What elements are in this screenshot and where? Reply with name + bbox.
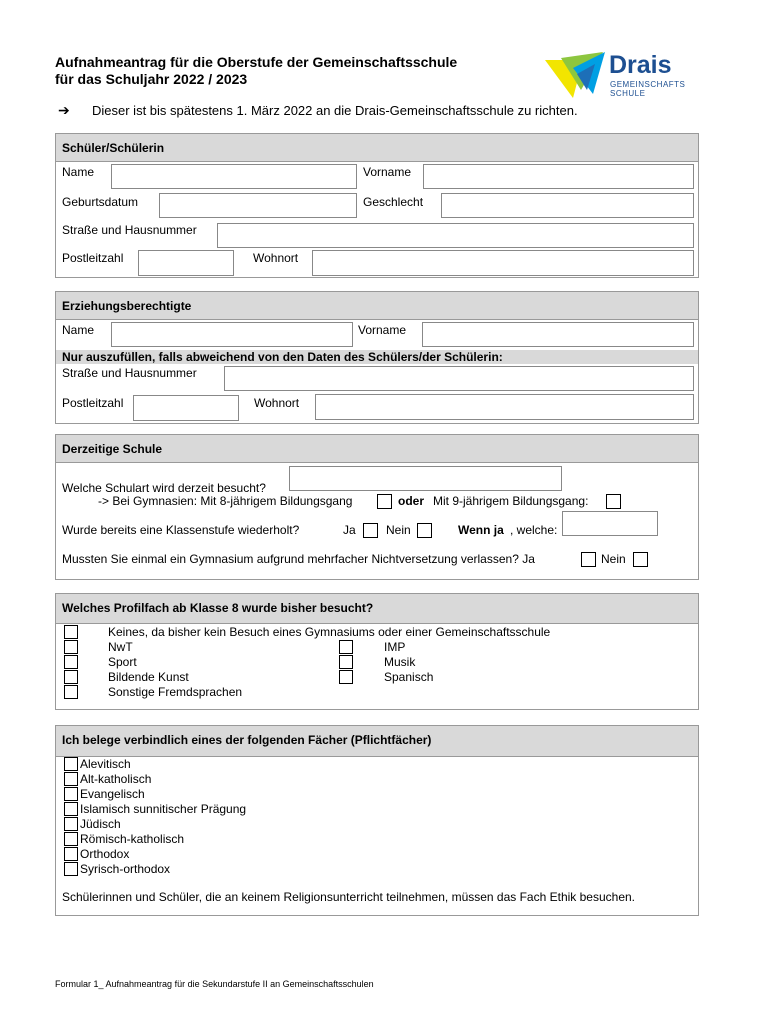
student-plz-label: Postleitzahl [62,251,124,265]
religion-heading: Ich belege verbindlich eines der folgenden Fächer (Pflichtfächer) [62,733,432,747]
schulart-question: Welche Schulart wird derzeit besucht? [62,481,266,495]
arrow-icon: ➔ [58,102,70,118]
verlassen-ja-checkbox[interactable] [581,552,596,567]
verlassen-nein-checkbox[interactable] [633,552,648,567]
religion-option: Alt-katholisch [80,772,152,786]
religion-checkbox[interactable] [64,802,78,816]
profilfach-section [55,593,699,710]
wenn-ja-label: Wenn ja [458,523,504,537]
profil-keines-checkbox[interactable] [64,625,78,639]
drais-logo [543,50,703,100]
wiederholt-ja-label: Ja [343,523,356,537]
guardian-name-input[interactable] [111,322,353,347]
form-title-line2: für das Schuljahr 2022 / 2023 [55,71,248,87]
profil-musik-label: Musik [384,655,416,669]
verlassen-nein-label: Nein [601,552,626,566]
current-school-section [55,434,699,580]
student-section [55,133,699,278]
student-heading: Schüler/Schülerin [62,141,165,155]
logo-sub2: SCHULE [610,89,646,98]
profil-spanisch-label: Spanisch [384,670,434,684]
guardian-vorname-input[interactable] [422,322,694,347]
wiederholt-ja-checkbox[interactable] [363,523,378,538]
student-geburtsdatum-label: Geburtsdatum [62,195,139,209]
guardian-wohnort-label: Wohnort [254,396,300,410]
student-geschlecht-label: Geschlecht [363,195,424,209]
gym-9-label: Mit 9-jährigem Bildungsgang: [433,494,589,508]
verlassen-question: Mussten Sie einmal ein Gymnasium aufgrund mehrfacher Nichtversetzung verlassen? Ja [62,552,535,566]
religion-header [56,726,698,757]
religion-option: Islamisch sunnitischer Prägung [80,802,247,816]
student-geburtsdatum-input[interactable] [159,193,357,218]
religion-option: Römisch-katholisch [80,832,185,846]
guardian-note: Nur auszufüllen, falls abweichend von den Daten des Schülers/der Schülerin: [62,350,503,364]
guardian-plz-input[interactable] [133,395,239,421]
profil-imp-label: IMP [384,640,406,654]
profil-nwt-checkbox[interactable] [64,640,78,654]
gym-8-checkbox[interactable] [377,494,392,509]
profil-imp-checkbox[interactable] [339,640,353,654]
guardian-vorname-label: Vorname [358,323,407,337]
student-strasse-label: Straße und Hausnummer [62,223,197,237]
religion-option: Alevitisch [80,757,131,771]
footer-text: Formular 1_ Aufnahmeantrag für die Sekundarstufe II an Gemeinschaftsschulen [55,979,374,989]
guardian-plz-label: Postleitzahl [62,396,124,410]
wiederholt-question: Wurde bereits eine Klassenstufe wiederholt? [62,523,300,537]
religion-option: Syrisch-orthodox [80,862,171,876]
wiederholt-welche-input[interactable] [562,511,658,536]
profil-sport-label: Sport [108,655,137,669]
wiederholt-nein-checkbox[interactable] [417,523,432,538]
guardian-heading: Erziehungsberechtigte [62,299,192,313]
student-name-label: Name [62,165,95,179]
form-title-line1: Aufnahmeantrag für die Oberstufe der Gemeinschaftsschule [55,54,458,70]
student-vorname-input[interactable] [423,164,694,189]
guardian-name-label: Name [62,323,95,337]
ethik-note: Schülerinnen und Schüler, die an keinem Religionsunterricht teilnehmen, müssen das Fach Ethik besuchen. [62,890,635,904]
gym-9-checkbox[interactable] [606,494,621,509]
student-name-input[interactable] [111,164,357,189]
profil-sport-checkbox[interactable] [64,655,78,669]
guardian-strasse-label: Straße und Hausnummer [62,366,197,380]
profil-nwt-label: NwT [108,640,133,654]
religion-checkbox[interactable] [64,787,78,801]
profil-spanisch-checkbox[interactable] [339,670,353,684]
school-header [56,435,698,463]
profil-keines-label: Keines, da bisher kein Besuch eines Gymnasiums oder einer Gemeinschaftsschule [108,625,551,639]
religion-checkbox[interactable] [64,757,78,771]
religion-checkbox[interactable] [64,772,78,786]
profil-kunst-label: Bildende Kunst [108,670,189,684]
gym-8-label: -> Bei Gymnasien: Mit 8-jährigem Bildungsgang [98,494,353,508]
profil-header [56,594,698,624]
religion-option: Orthodox [80,847,130,861]
profil-fremdsprachen-checkbox[interactable] [64,685,78,699]
religion-checkbox[interactable] [64,847,78,861]
student-strasse-input[interactable] [217,223,694,248]
religion-section [55,725,699,916]
school-heading: Derzeitige Schule [62,442,163,456]
guardian-section [55,291,699,424]
instruction-text: Dieser ist bis spätestens 1. März 2022 an die Drais-Gemeinschaftsschule zu richten. [92,103,578,118]
logo-name: Drais [609,51,672,79]
student-vorname-label: Vorname [363,165,412,179]
guardian-header [56,292,698,320]
wiederholt-nein-label: Nein [386,523,411,537]
religion-checkbox[interactable] [64,817,78,831]
logo-sub1: GEMEINSCHAFTS [610,80,686,89]
profil-kunst-checkbox[interactable] [64,670,78,684]
student-header [56,134,698,162]
religion-option: Jüdisch [80,817,121,831]
drais-logo-mark-icon [543,50,613,100]
religion-checkbox[interactable] [64,862,78,876]
schulart-input[interactable] [289,466,562,491]
student-geschlecht-input[interactable] [441,193,694,218]
profil-musik-checkbox[interactable] [339,655,353,669]
profil-fremdsprachen-label: Sonstige Fremdsprachen [108,685,243,699]
student-wohnort-input[interactable] [312,250,694,276]
religion-checkbox[interactable] [64,832,78,846]
student-wohnort-label: Wohnort [253,251,299,265]
profil-heading: Welches Profilfach ab Klasse 8 wurde bisher besucht? [62,601,374,615]
guardian-wohnort-input[interactable] [315,394,694,420]
religion-option: Evangelisch [80,787,145,801]
welche-label: , welche: [510,523,558,537]
student-plz-input[interactable] [138,250,234,276]
guardian-strasse-input[interactable] [224,366,694,391]
oder-label: oder [398,494,425,508]
